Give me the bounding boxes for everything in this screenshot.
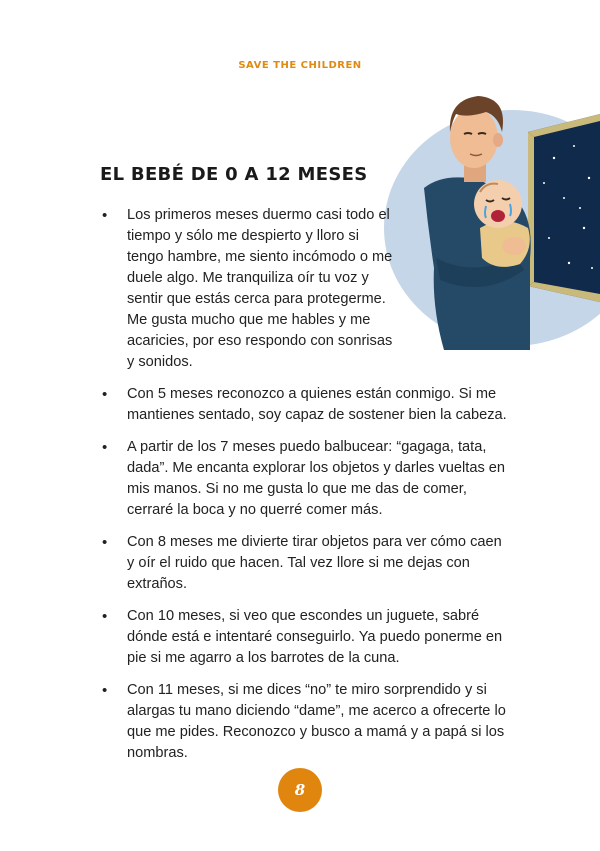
milestones-list [100,205,510,775]
father-head [450,108,498,168]
list-item: • Con 5 meses reconozco a quienes están conmigo. Si me mantienes sentado, soy capaz de sostener bien la cabeza. [100,384,510,426]
running-header: SAVE THE CHILDREN [238,60,362,71]
list-item: • A partir de los 7 meses puedo balbucear: “gagaga, tata, dada”. Me encanta explorar los objetos y darles vueltas en mis manos. Si no me gusta lo que me das de comer, cerraré la boca y no querré comer más. [100,437,510,521]
list-item: • Los primeros meses duermo casi todo el tiempo y sólo me despierto y lloro si tengo hambre, me siento incómodo o me duele algo. Me tranquiliza oír tu voz y sentir que estás cerca para protegerme. Me gusta mucho que me hables y me acaricies, por eso respondo con sonrisas y sonidos. [100,205,397,373]
list-item: • Con 11 meses, si me dices “no” te miro sorprendido y si alargas tu mano diciendo “dame”, me acerco a ofrecerte lo que me pides. Reconozco y busco a mamá y a papá si los nombras. [100,680,510,764]
list-item: • Con 8 meses me divierte tirar objetos para ver cómo caen y oír el ruido que hacen. Tal vez llore si me dejas con extraños. [100,532,510,595]
section-title: EL BEBÉ DE 0 A 12 MESES [100,164,368,185]
page-number-badge: 8 [278,768,322,812]
list-item: • Con 10 meses, si veo que escondes un juguete, sabré dónde está e intentaré conseguirlo. Ya puedo ponerme en pie si me agarro a los barrotes de la cuna. [100,606,510,669]
night-window [528,114,600,302]
